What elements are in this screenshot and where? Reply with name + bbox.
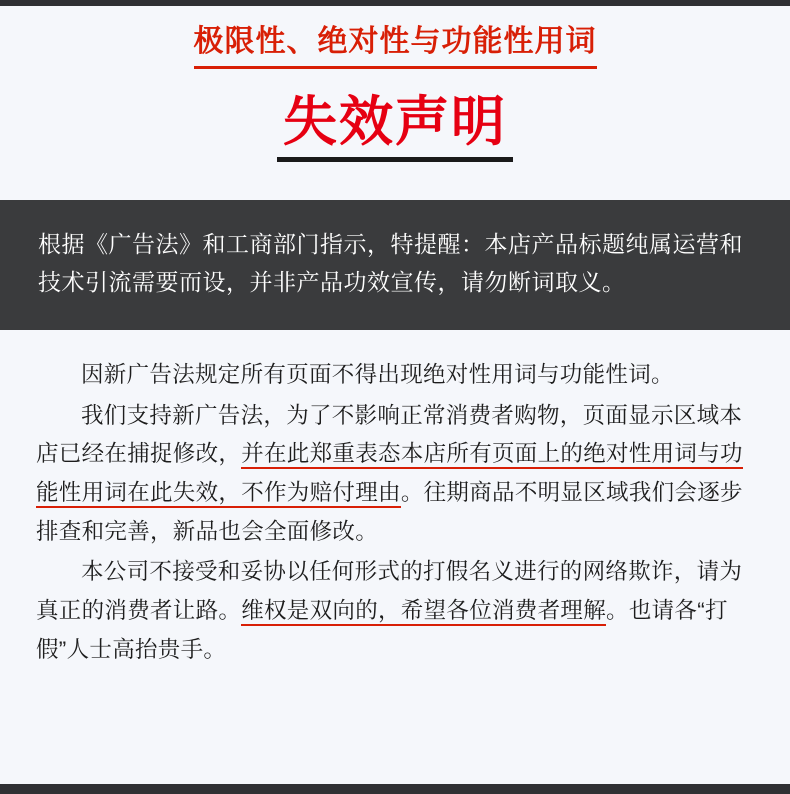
underlined-segment: 并在此郑重表态本店所有页面上的绝对性用词与功能性用词在此失效，不作为赔付理由 [36,441,743,508]
underlined-segment: 维权是双向的，希望各位消费者理解 [241,598,606,626]
page-subtitle-wrap [0,91,790,162]
paragraph-3 [36,553,754,669]
page-title: 极限性、绝对性与功能性用词 [194,24,597,69]
text-segment: 因新广告法规定所有页面不得出现绝对性用词与功能性词。 [81,361,674,387]
bottom-accent-bar [0,784,790,794]
paragraph-1 [36,356,754,395]
page-subtitle: 失效声明 [277,91,513,162]
notice-banner: 根据《广告法》和工商部门指示，特提醒：本店产品标题纯属运营和技术引流需要而设，并非产品功效宣传，请勿断词取义。 [0,200,790,330]
text-segment: 我们支持新广告法，为了不影响正常消费者购物，页面显示区域本店已经在捕捉修改， [36,402,743,467]
document-header [0,6,790,172]
text-segment: 。往期商品不明显区域我们会逐步排查和完善，新品也会全面修改。 [36,480,743,544]
paragraph-2 [36,397,754,552]
text-segment: 本公司不接受和妥协以任何形式的打假名义进行的网络欺诈，请为真正的消费者让路。 [36,559,743,624]
body-content [0,330,790,682]
text-segment: 。也请各“打假”人士高抬贵手。 [36,598,728,662]
